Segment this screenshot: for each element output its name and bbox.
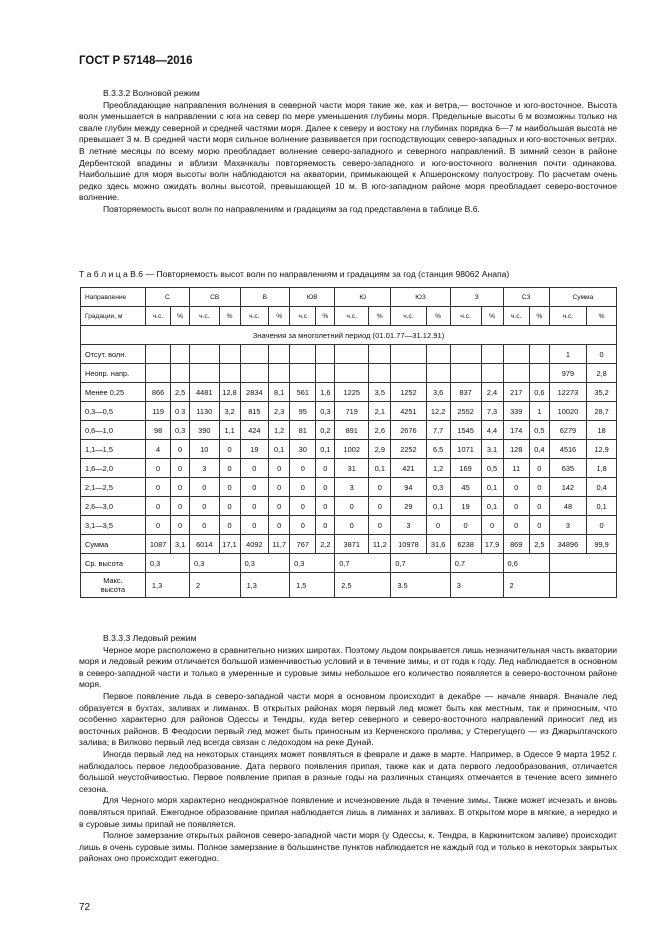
average-height-row bbox=[81, 554, 617, 573]
table-cell: 6279 bbox=[549, 421, 586, 440]
unit-cell: % bbox=[269, 307, 290, 326]
table-cell: 0 bbox=[369, 497, 391, 516]
table-cell: 0 bbox=[145, 516, 170, 535]
unit-cell: ч.с. bbox=[335, 307, 369, 326]
paragraph: Преобладающие направления волнения в северной части моря такие же, как и ветра,— восточное и юго-восточное. Высота волн уменьшается в направлении с юга на север по мере уменьшения глубины моря. Предельные высоты 6 м возможны только на свале глубин между северной и средней частями моря. Далее к северу и востоку на глубинах порядка 6—7 м наибольшая высота не превышает 3 м. В средней части моря сильное волнение развивается при господствующих северо-западных и юго-восточных ветрах. В летние месяцы по всему морю преобладает волнение северо-западного и северного направлений. В зимний сезон в районе Дербентской впадины и вблизи Махачкалы повторяемость северо-западного и юго-восточного волнения почти одинакова. Наибольшие для моря высоты волн наблюдаются на акватории, примыкающей к Апшеронскому полуострову. По расчетам очень редко здесь можно ожидать волны высотой, превышающей 10 м. В юго-западном районе моря преобладает северо-восточное волнение. bbox=[79, 99, 617, 203]
table-cell: 0 bbox=[450, 516, 481, 535]
table-cell: 0 bbox=[219, 516, 240, 535]
table-cell: 0,4 bbox=[587, 478, 617, 497]
table-cell bbox=[290, 345, 316, 364]
paragraph: Черное море расположено в сравнительно низких широтах. Поэтому льдом покрывается лишь незначительная часть акватории моря и ледовый режим отличается большой изменчивостью условий и в течение зимы, и от года к году. Лед наблюдается в основном в северо-западной части и только в умеренные и суровые зимы небольшое его количество появляется в северо-восточном районе моря. bbox=[79, 644, 618, 690]
table-cell: 0 bbox=[369, 478, 391, 497]
table-cell: 2834 bbox=[240, 383, 269, 402]
paragraph: Для Черного моря характерно неоднократное появление и исчезновение льда в течение зимы. Также может исчезать и вновь появляться припай. Ежегодное образование припая наблюдается лишь в лиманах и заливах. В открытом море в мягкие, а нередко и в суровые зимы припай не появляется. bbox=[79, 795, 617, 829]
row-label: Ср. высота bbox=[81, 554, 146, 573]
table-cell: 0 bbox=[219, 440, 240, 459]
table-cell: 0 bbox=[316, 478, 335, 497]
table-cell: 2,3 bbox=[269, 402, 290, 421]
max-height-cell: 3 bbox=[450, 573, 503, 598]
table-cell: 7,7 bbox=[426, 421, 450, 440]
table-cell: 18 bbox=[587, 421, 617, 440]
table-cell: 0 bbox=[290, 478, 316, 497]
table-cell: 0,2 bbox=[316, 421, 335, 440]
table-cell: 19 bbox=[450, 497, 481, 516]
row-label: 1,1—1,5 bbox=[81, 440, 146, 459]
table-cell: 0,1 bbox=[269, 440, 290, 459]
table-cell: 2676 bbox=[391, 421, 426, 440]
table-cell: 0 bbox=[189, 516, 219, 535]
paragraph: Полное замерзание открытых районов северо-западной части моря (у Одессы, к. Тендра, в Каркинитском заливе) происходит лишь в очень суровые зимы. Полное замерзание в большинстве пунктов наблюдается не каждый год и только в некоторых закрытых районах оно происходит ежегодно. bbox=[79, 830, 617, 864]
table-cell: 0 bbox=[171, 478, 190, 497]
table-cell bbox=[503, 364, 529, 383]
section-heading-wave: В.3.3.2 Волновой режим bbox=[103, 88, 200, 98]
table-cell: 4251 bbox=[391, 402, 426, 421]
table-cell: 0 3 bbox=[171, 402, 190, 421]
row-label: 0,6—1,0 bbox=[81, 421, 146, 440]
wave-height-table bbox=[80, 287, 617, 598]
table-cell: 2252 bbox=[391, 440, 426, 459]
table-cell bbox=[335, 364, 369, 383]
table-cell: 1,2 bbox=[426, 459, 450, 478]
table-row bbox=[81, 383, 617, 402]
document-header: ГОСТ Р 57148—2016 bbox=[79, 55, 193, 67]
table-cell: 0 bbox=[503, 478, 529, 497]
direction-header: Ю bbox=[335, 288, 391, 307]
table-cell bbox=[316, 345, 335, 364]
table-cell: 6014 bbox=[189, 535, 219, 554]
table-cell bbox=[219, 364, 240, 383]
table-cell: 0 bbox=[145, 497, 170, 516]
table-cell: 0 bbox=[219, 497, 240, 516]
table-cell: 0 bbox=[290, 459, 316, 478]
table-cell: 0 bbox=[587, 516, 617, 535]
average-height-cell: 0,7 bbox=[335, 554, 391, 573]
table-cell bbox=[171, 345, 190, 364]
table-cell: 3 bbox=[391, 516, 426, 535]
max-height-row bbox=[81, 573, 617, 598]
table-cell bbox=[391, 345, 426, 364]
table-cell: 719 bbox=[335, 402, 369, 421]
table-cell: 0 bbox=[529, 478, 549, 497]
direction-header: Сумма bbox=[549, 288, 616, 307]
table-cell: 3,6 bbox=[426, 383, 450, 402]
table-cell: 0,1 bbox=[481, 478, 503, 497]
table-row bbox=[81, 440, 617, 459]
table-cell: 4092 bbox=[240, 535, 269, 554]
table-cell: 12,8 bbox=[219, 383, 240, 402]
table-cell: 0 bbox=[369, 516, 391, 535]
table-cell: 31,6 bbox=[426, 535, 450, 554]
unit-cell: % bbox=[426, 307, 450, 326]
row-label: Неопр. напр. bbox=[81, 364, 146, 383]
table-cell: 2,6 bbox=[369, 421, 391, 440]
table-cell: 0,5 bbox=[481, 459, 503, 478]
table-cell bbox=[369, 364, 391, 383]
table-cell: 0 bbox=[269, 516, 290, 535]
unit-cell: ч.с. bbox=[391, 307, 426, 326]
table-cell bbox=[503, 345, 529, 364]
table-cell bbox=[290, 364, 316, 383]
unit-cell: % bbox=[481, 307, 503, 326]
table-cell: 0 bbox=[335, 497, 369, 516]
table-cell: 2,8 bbox=[587, 364, 617, 383]
table-cell bbox=[529, 345, 549, 364]
table-cell: 0 bbox=[171, 497, 190, 516]
wave-regime-section bbox=[79, 88, 617, 216]
unit-cell: ч.с. bbox=[450, 307, 481, 326]
max-height-cell: 2 bbox=[503, 573, 549, 598]
table-cell: 12,2 bbox=[426, 402, 450, 421]
table-cell: 1225 bbox=[335, 383, 369, 402]
table-cell: 2,4 bbox=[481, 383, 503, 402]
table-cell: 866 bbox=[145, 383, 170, 402]
period-row bbox=[81, 326, 617, 345]
row-label: 2,1—2,5 bbox=[81, 478, 146, 497]
table-cell bbox=[316, 364, 335, 383]
page-number: 72 bbox=[79, 902, 91, 913]
table-cell: 0 bbox=[189, 478, 219, 497]
table-cell: 3 bbox=[189, 459, 219, 478]
table-cell: 891 bbox=[335, 421, 369, 440]
unit-cell: % bbox=[219, 307, 240, 326]
table-row bbox=[81, 345, 617, 364]
direction-header: ЮВ bbox=[290, 288, 335, 307]
table-row bbox=[81, 421, 617, 440]
table-cell: 8,1 bbox=[269, 383, 290, 402]
row-label: 3,1—3,5 bbox=[81, 516, 146, 535]
table-cell: 10020 bbox=[549, 402, 586, 421]
table-cell bbox=[426, 364, 450, 383]
row-label: Сумма bbox=[81, 535, 146, 554]
table-cell bbox=[426, 345, 450, 364]
table-cell: 0,1 bbox=[369, 459, 391, 478]
row-label: Отсут. волн. bbox=[81, 345, 146, 364]
table-row bbox=[81, 535, 617, 554]
table-cell: 0,3 bbox=[316, 402, 335, 421]
row-label-line: высота bbox=[100, 585, 126, 594]
table-cell: 339 bbox=[503, 402, 529, 421]
table-cell bbox=[481, 364, 503, 383]
unit-cell: % bbox=[316, 307, 335, 326]
table-cell: 12,9 bbox=[587, 440, 617, 459]
table-cell: 0 bbox=[316, 516, 335, 535]
table-cell: 2552 bbox=[450, 402, 481, 421]
table-cell bbox=[145, 345, 170, 364]
table-cell bbox=[269, 364, 290, 383]
unit-cell: % bbox=[171, 307, 190, 326]
table-cell: 35,2 bbox=[587, 383, 617, 402]
paragraph: Иногда первый лед на некоторых станциях может появляться в феврале и даже в марте. Например, в Одессе 9 марта 1952 г. наблюдалось первое ледообразование. Дата первого появления припая, также как и дата первого ледообразования, отличается большой неустойчивостью. Первое появление припая в разные годы на различных станциях отмечается в течение всего зимнего сезона. bbox=[79, 748, 617, 794]
table-cell: 0 bbox=[529, 459, 549, 478]
table-cell: 3871 bbox=[335, 535, 369, 554]
unit-cell: ч.с. bbox=[549, 307, 586, 326]
table-cell: 0 bbox=[219, 459, 240, 478]
table-row bbox=[81, 478, 617, 497]
table-cell: 128 bbox=[503, 440, 529, 459]
table-cell bbox=[450, 345, 481, 364]
table-cell: 0 bbox=[171, 459, 190, 478]
table-cell: 1,2 bbox=[269, 421, 290, 440]
table-cell: 421 bbox=[391, 459, 426, 478]
table-cell: 30 bbox=[290, 440, 316, 459]
table-cell: 29 bbox=[391, 497, 426, 516]
table-row bbox=[81, 402, 617, 421]
average-height-cell: 0,3 bbox=[189, 554, 240, 573]
table-cell: 0 bbox=[529, 516, 549, 535]
table-row bbox=[81, 516, 617, 535]
table-cell: 4 bbox=[145, 440, 170, 459]
table-cell: 3 bbox=[549, 516, 586, 535]
table-cell: 1252 bbox=[391, 383, 426, 402]
table-cell: 34896 bbox=[549, 535, 586, 554]
table-cell: 217 bbox=[503, 383, 529, 402]
table-cell: 0 bbox=[145, 459, 170, 478]
table-cell: 3,5 bbox=[369, 383, 391, 402]
table-cell: 1545 bbox=[450, 421, 481, 440]
direction-header: С bbox=[145, 288, 189, 307]
table-cell: 0 bbox=[240, 478, 269, 497]
table-cell: 0,6 bbox=[529, 383, 549, 402]
table-cell: 95 bbox=[290, 402, 316, 421]
table-cell: 0 bbox=[587, 345, 617, 364]
max-height-cell: 1,5 bbox=[290, 573, 335, 598]
average-height-cell: 0,3 bbox=[145, 554, 189, 573]
table-cell: 0 bbox=[269, 497, 290, 516]
max-height-cell bbox=[549, 573, 616, 598]
table-cell: 7,3 bbox=[481, 402, 503, 421]
row-label: 2,6—3,0 bbox=[81, 497, 146, 516]
table-cell: 11,7 bbox=[269, 535, 290, 554]
table-row bbox=[81, 459, 617, 478]
table-cell: 3,1 bbox=[171, 535, 190, 554]
table-cell: 48 bbox=[549, 497, 586, 516]
row-label: 1,6—2,0 bbox=[81, 459, 146, 478]
table-cell: 635 bbox=[549, 459, 586, 478]
table-cell: 0 bbox=[481, 516, 503, 535]
table-cell: 0,1 bbox=[316, 440, 335, 459]
table-cell: 0 bbox=[503, 516, 529, 535]
table-cell: 4516 bbox=[549, 440, 586, 459]
table-cell: 12273 bbox=[549, 383, 586, 402]
table-cell: 0 bbox=[335, 516, 369, 535]
paragraph: Первое появление льда в северо-западной части моря в основном происходит в декабре — начале января. Вначале лед образуется в бухтах, заливах и лиманах. В открытых районах моря первый лед может быть как местным, так и приносным, что особенно характерно для районов Одессы и Тендры, куда ветер северного и северо-восточного направлений приносит лед из восточных районов. В Феодосии первый лед может быть приносным из Керченского пролива; у Стерегущего — из Джарылгачского залива; в Вилково первый лед всегда связан с ледоходом на реке Дунай. bbox=[79, 690, 617, 748]
table-cell: 17,1 bbox=[219, 535, 240, 554]
period-cell: Значения за многолетний период (01.01.77—31.12.91) bbox=[81, 326, 617, 345]
table-cell: 0,1 bbox=[587, 497, 617, 516]
direction-header: СВ bbox=[189, 288, 240, 307]
table-cell bbox=[369, 345, 391, 364]
average-height-cell: 0,3 bbox=[290, 554, 335, 573]
average-height-cell: 0,7 bbox=[450, 554, 503, 573]
table-cell: 0 bbox=[529, 497, 549, 516]
table-cell bbox=[335, 345, 369, 364]
average-height-cell: 0,6 bbox=[503, 554, 549, 573]
table-cell: 0 bbox=[290, 497, 316, 516]
row-label bbox=[81, 573, 146, 598]
table-cell: 0,5 bbox=[529, 421, 549, 440]
unit-cell: ч.с. bbox=[503, 307, 529, 326]
table-cell: 837 bbox=[450, 383, 481, 402]
table-cell: 767 bbox=[290, 535, 316, 554]
table-cell: 0,4 bbox=[529, 440, 549, 459]
table-cell: 1087 bbox=[145, 535, 170, 554]
gradation-header-row bbox=[81, 307, 617, 326]
table-cell: 0 bbox=[240, 459, 269, 478]
direction-header-cell: Направление bbox=[81, 288, 146, 307]
table-cell: 1 bbox=[529, 402, 549, 421]
table-cell bbox=[391, 364, 426, 383]
unit-cell: ч.с. bbox=[240, 307, 269, 326]
max-height-cell: 2 bbox=[189, 573, 240, 598]
table-cell: 4481 bbox=[189, 383, 219, 402]
table-cell: 0 bbox=[503, 497, 529, 516]
table-cell: 142 bbox=[549, 478, 586, 497]
table-cell: 11 bbox=[503, 459, 529, 478]
table-cell: 390 bbox=[189, 421, 219, 440]
table-cell: 6238 bbox=[450, 535, 481, 554]
section-heading-ice: В.3.3.3 Ледовый режим bbox=[103, 633, 197, 643]
unit-cell: % bbox=[529, 307, 549, 326]
direction-header: З bbox=[450, 288, 503, 307]
table-cell: 2,5 bbox=[171, 383, 190, 402]
paragraph: Повторяемость высот волн по направлениям и градациям за год представлена в таблице В.6. bbox=[103, 203, 480, 214]
table-cell bbox=[450, 364, 481, 383]
average-height-cell: 0,7 bbox=[391, 554, 450, 573]
table-cell: 4,4 bbox=[481, 421, 503, 440]
table-cell: 10978 bbox=[391, 535, 426, 554]
table-cell: 94 bbox=[391, 478, 426, 497]
table-cell: 0,3 bbox=[171, 421, 190, 440]
table-cell: 3.1 bbox=[481, 440, 503, 459]
table-cell: 424 bbox=[240, 421, 269, 440]
table-cell bbox=[240, 364, 269, 383]
table-cell: 1 bbox=[549, 345, 586, 364]
table-cell: 99,9 bbox=[587, 535, 617, 554]
ice-regime-section bbox=[79, 633, 617, 865]
average-height-cell: 0,3 bbox=[240, 554, 290, 573]
direction-header: ЮЗ bbox=[391, 288, 450, 307]
table-cell: 2,9 bbox=[369, 440, 391, 459]
max-height-cell: 1,3 bbox=[145, 573, 189, 598]
table-caption: Т а б л и ц а В.6 — Повторяемость высот волн по направлениям и градациям за год (станция 98062 Анапа) bbox=[79, 269, 510, 279]
unit-cell: ч.с bbox=[290, 307, 316, 326]
table-cell bbox=[219, 345, 240, 364]
table-cell: 869 bbox=[503, 535, 529, 554]
table-cell: 0 bbox=[269, 478, 290, 497]
unit-cell: % bbox=[369, 307, 391, 326]
table-cell: 3 bbox=[335, 478, 369, 497]
table-cell bbox=[269, 345, 290, 364]
max-height-cell: 2,5 bbox=[335, 573, 391, 598]
table-cell: 0 bbox=[171, 440, 190, 459]
table-row bbox=[81, 364, 617, 383]
table-cell: 979 bbox=[549, 364, 586, 383]
max-height-cell: 3.5 bbox=[391, 573, 450, 598]
table-row bbox=[81, 497, 617, 516]
table-cell: 81 bbox=[290, 421, 316, 440]
unit-cell: % bbox=[587, 307, 617, 326]
unit-cell: ч.с. bbox=[145, 307, 170, 326]
table-cell: 6,5 bbox=[426, 440, 450, 459]
table-cell: 11,2 bbox=[369, 535, 391, 554]
table-cell bbox=[171, 364, 190, 383]
row-label-line: Макс. bbox=[103, 576, 123, 585]
table-cell: 17,9 bbox=[481, 535, 503, 554]
table-cell bbox=[145, 364, 170, 383]
direction-header: СЗ bbox=[503, 288, 549, 307]
table-cell: 0,1 bbox=[426, 497, 450, 516]
table-cell: 0 bbox=[171, 516, 190, 535]
table-cell: 0 bbox=[426, 516, 450, 535]
table-cell: 19 bbox=[240, 440, 269, 459]
table-cell: 0 bbox=[316, 459, 335, 478]
table-cell: 3,2 bbox=[219, 402, 240, 421]
table-cell: 174 bbox=[503, 421, 529, 440]
table-cell: 98 bbox=[145, 421, 170, 440]
table-cell: 119 bbox=[145, 402, 170, 421]
direction-header: В bbox=[240, 288, 290, 307]
table-cell: 1,6 bbox=[316, 383, 335, 402]
table-cell: 0 bbox=[219, 478, 240, 497]
table-cell: 0 bbox=[269, 459, 290, 478]
table-cell: 1071 bbox=[450, 440, 481, 459]
table-cell bbox=[481, 345, 503, 364]
table-cell: 10 bbox=[189, 440, 219, 459]
table-cell: 2,1 bbox=[369, 402, 391, 421]
row-label: 0,3—0,5 bbox=[81, 402, 146, 421]
table-cell: 0,1 bbox=[481, 497, 503, 516]
table-cell bbox=[529, 364, 549, 383]
table-cell: 28,7 bbox=[587, 402, 617, 421]
table-cell: 169 bbox=[450, 459, 481, 478]
table-cell: 0 bbox=[189, 497, 219, 516]
unit-cell: ч.с. bbox=[189, 307, 219, 326]
table-cell: 1,1 bbox=[219, 421, 240, 440]
table-cell: 0 bbox=[240, 516, 269, 535]
table-cell: 561 bbox=[290, 383, 316, 402]
max-height-cell: 1,3 bbox=[240, 573, 290, 598]
table-cell: 0 bbox=[145, 478, 170, 497]
table-cell: 31 bbox=[335, 459, 369, 478]
table-cell: 45 bbox=[450, 478, 481, 497]
table-cell: 815 bbox=[240, 402, 269, 421]
table-cell: 0 bbox=[316, 497, 335, 516]
table-cell bbox=[189, 345, 219, 364]
table-cell bbox=[189, 364, 219, 383]
table-cell: 1002 bbox=[335, 440, 369, 459]
table-cell: 0,3 bbox=[426, 478, 450, 497]
table-cell: 0 bbox=[290, 516, 316, 535]
gradation-header-cell: Градации, м bbox=[81, 307, 146, 326]
table-cell: 2,2 bbox=[316, 535, 335, 554]
average-height-cell bbox=[549, 554, 616, 573]
table-cell: 1,8 bbox=[587, 459, 617, 478]
table-cell: 0 bbox=[240, 497, 269, 516]
direction-header-row bbox=[81, 288, 617, 307]
table-cell: 1130 bbox=[189, 402, 219, 421]
table-cell bbox=[240, 345, 269, 364]
row-label: Менее 0,25 bbox=[81, 383, 146, 402]
table-cell: 2,5 bbox=[529, 535, 549, 554]
